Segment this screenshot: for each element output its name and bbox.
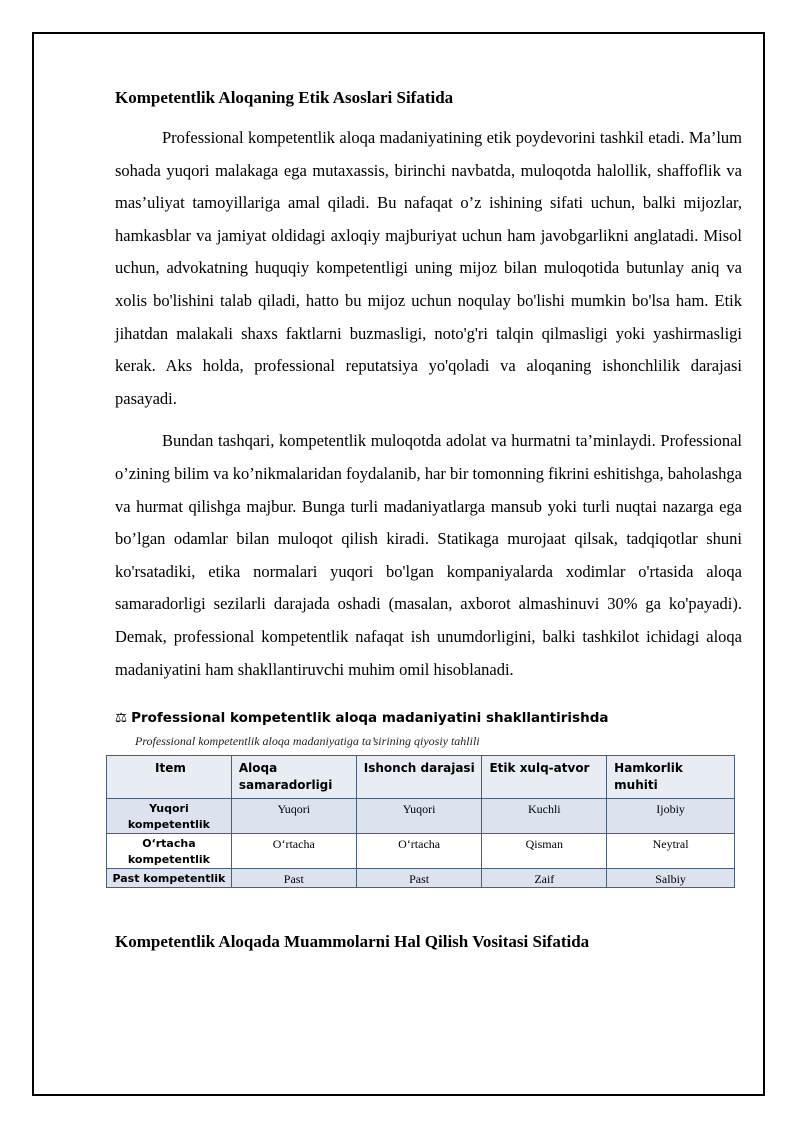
row-header: O‘rtacha kompetentlik xyxy=(107,834,232,869)
scales-icon: ⚖ xyxy=(115,710,128,727)
column-header: Etik xulq-atvor xyxy=(482,756,607,799)
table-cell: Salbiy xyxy=(607,869,735,888)
table-header-row xyxy=(107,756,735,799)
table-cell: Ijobiy xyxy=(607,799,735,834)
figure-heading xyxy=(115,708,742,728)
column-header: Ishonch darajasi xyxy=(356,756,482,799)
table-row xyxy=(107,869,735,888)
table-cell: Yuqori xyxy=(356,799,482,834)
table-cell: O‘rtacha xyxy=(356,834,482,869)
table-cell: Qisman xyxy=(482,834,607,869)
table-cell: Neytral xyxy=(607,834,735,869)
paragraph: Bundan tashqari, kompetentlik muloqotda adolat va hurmatni ta’minlaydi. Professional o’zining bilim va ko’nikmalaridan foydalanib, har bir tomonning fikrini eshitishga, baholashga va hurmat qilishga majbur. Bunga turli madaniyatlarga mansub yoki turli nuqtai nazarga ega bo’lgan odamlar bilan muloqot qilish kiradi. Statikaga murojaat qilsak, tadqiqotlar shuni ko'rsatadiki, etika normalari yuqori bo'lgan kompaniyalarda xodimlar o'rtasida aloqa samaradorligi sezilarli darajada oshadi (masalan, axborot almashinuvi 30% ga ko'payadi). Demak, professional kompetentlik nafaqat ish unumdorligini, balki tashkilot ichidagi aloqa madaniyatini ham shakllantiruvchi muhim omil hisoblanadi. xyxy=(115,431,742,679)
row-header: Past kompetentlik xyxy=(107,869,232,888)
table-cell: Zaif xyxy=(482,869,607,888)
table-cell: Past xyxy=(356,869,482,888)
section-heading: Kompetentlik Aloqaning Etik Asoslari Sifatida xyxy=(115,88,454,107)
table-row xyxy=(107,834,735,869)
table-cell: O‘rtacha xyxy=(231,834,356,869)
column-header: Item xyxy=(107,756,232,799)
table-cell: Yuqori xyxy=(231,799,356,834)
table-caption: Professional kompetentlik aloqa madaniyatiga ta’sirining qiyosiy tahlili xyxy=(135,734,480,749)
column-header: Aloqa samaradorligi xyxy=(231,756,356,799)
column-header: Hamkorlik muhiti xyxy=(607,756,735,799)
table-cell: Kuchli xyxy=(482,799,607,834)
figure-heading-text: Professional kompetentlik aloqa madaniyatini shakllantirishda xyxy=(131,710,609,727)
table-cell: Past xyxy=(231,869,356,888)
paragraph: Professional kompetentlik aloqa madaniyatining etik poydevorini tashkil etadi. Ma’lum sohada yuqori malakaga ega mutaxassis, birinchi navbatda, muloqotda halollik, shaffoflik va mas’uliyat tamoyillariga amal qiladi. Bu nafaqat o’z ishining sifati uchun, balki mijozlar, hamkasblar va jamiyat oldidagi axloqiy majburiyat uchun ham javobgarlikni anglatadi. Misol uchun, advokatning huquqiy kompetentligi uning mijoz bilan muloqotida butunlay aniq va xolis bo'lishini talab qiladi, hatto bu mijoz uchun noqulay bo'lishi mumkin bo'lsa ham. Etik jihatdan malakali shaxs faktlarni buzmasligi, noto'g'ri talqin qilmasligi yoki yashirmasligi kerak. Aks holda, professional reputatsiya yo'qoladi va aloqaning ishonchlilik darajasi pasayadi. xyxy=(115,128,742,408)
comparison-table xyxy=(106,755,735,888)
document-body xyxy=(112,86,742,954)
row-header: Yuqori kompetentlik xyxy=(107,799,232,834)
table-row xyxy=(107,799,735,834)
section-heading: Kompetentlik Aloqada Muammolarni Hal Qilish Vositasi Sifatida xyxy=(115,932,590,952)
